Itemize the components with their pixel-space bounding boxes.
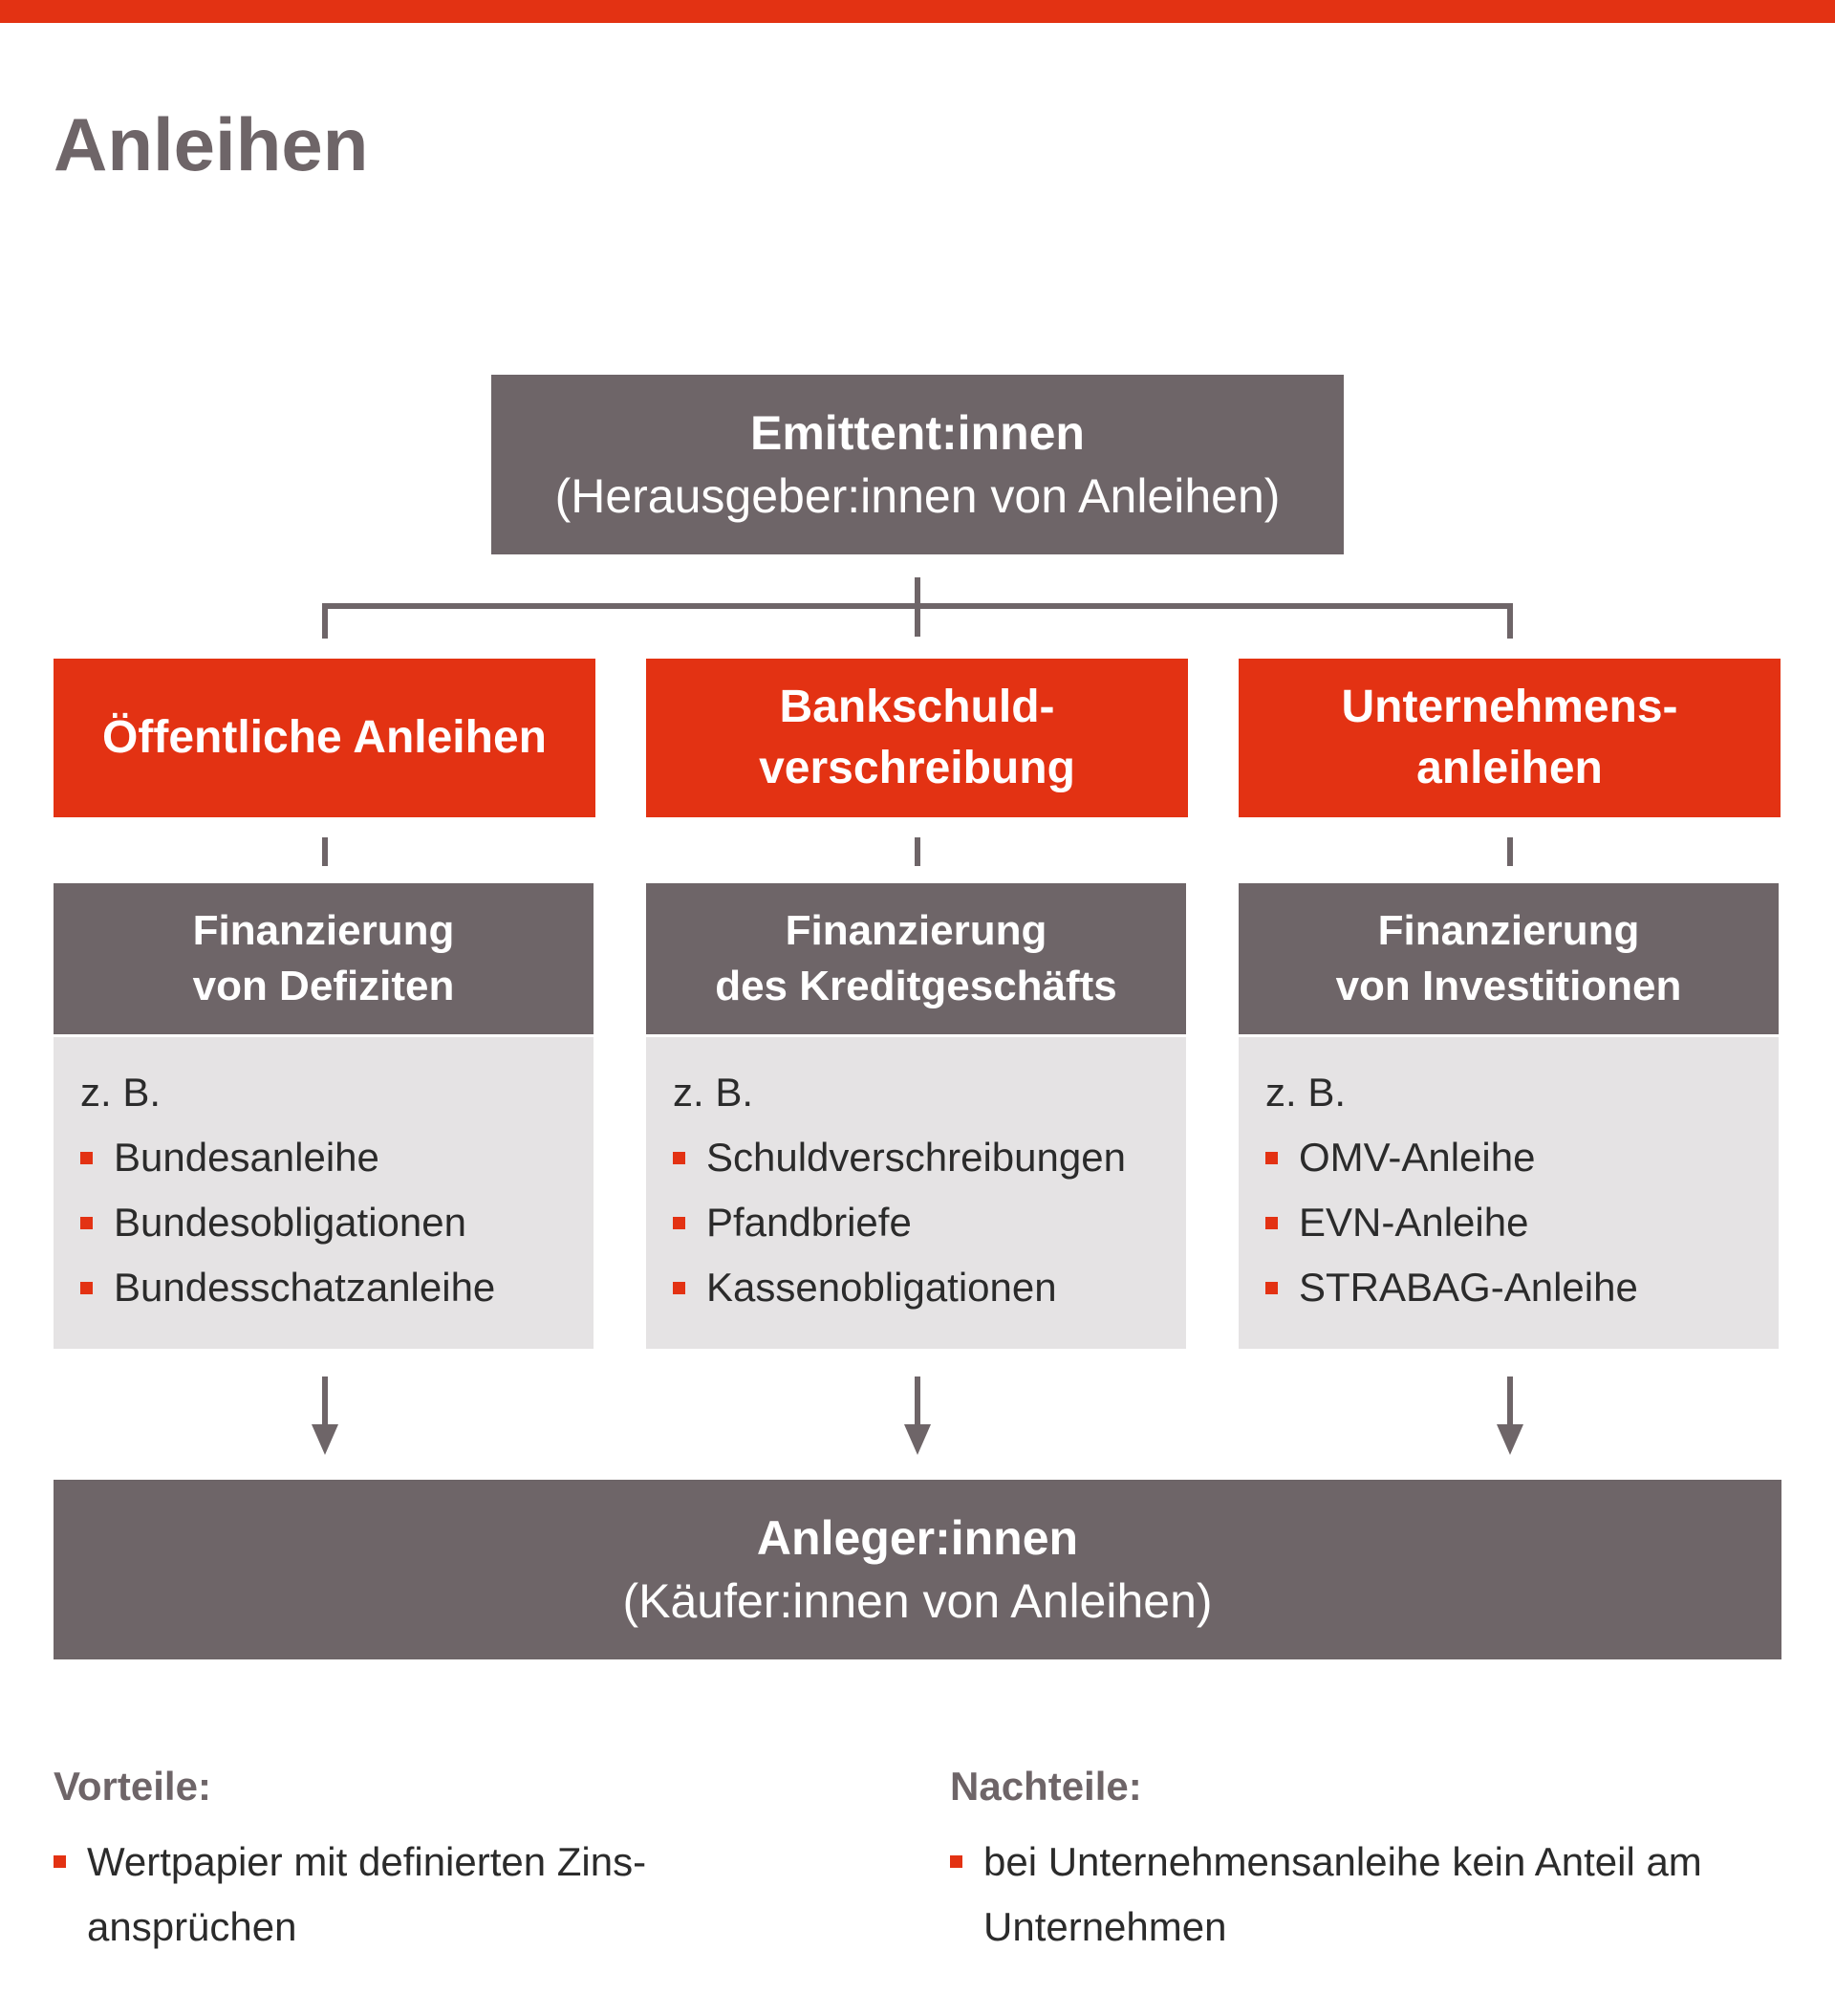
cons-text: Unternehmen: [983, 1904, 1227, 1949]
category-box-corporate: [1239, 659, 1781, 817]
purpose-line2: von Investitionen: [1335, 963, 1682, 1009]
category-title-line2: anleihen: [1416, 743, 1603, 793]
example-intro: z. B.: [1265, 1070, 1347, 1115]
category-box-public: [54, 659, 595, 817]
examples-box-bank: [646, 1037, 1186, 1349]
example-text: Schuldverschreibungen: [706, 1135, 1126, 1180]
cons-heading: Nachteile:: [950, 1764, 1142, 1809]
examples-box-corporate: [1239, 1037, 1779, 1349]
example-list: [673, 1133, 1126, 1328]
list-item: [80, 1198, 495, 1263]
arrow-head-col2: [904, 1424, 931, 1455]
page-title: Anleihen: [54, 102, 369, 186]
example-text: Bundesobligationen: [114, 1200, 466, 1245]
cons-list: [950, 1830, 1702, 1960]
example-text: Bundesanleihe: [114, 1135, 379, 1180]
bullet-icon: [673, 1152, 685, 1164]
pros-list: [54, 1830, 646, 1960]
bullet-icon: [1265, 1152, 1278, 1164]
list-item: [950, 1830, 1702, 1895]
purpose-line1: Finanzierung: [192, 907, 455, 954]
example-list: [80, 1133, 495, 1328]
pros-heading: Vorteile:: [54, 1764, 211, 1809]
list-item: [950, 1895, 1702, 1960]
pros-text: Wertpapier mit definierten Zins-: [87, 1839, 647, 1884]
investor-box: [54, 1480, 1781, 1659]
emitter-subtitle: (Herausgeber:innen von Anleihen): [554, 469, 1281, 523]
list-item: [1265, 1133, 1638, 1198]
bullet-icon: [80, 1217, 93, 1229]
arrow-head-col1: [312, 1424, 338, 1455]
bullet-icon: [673, 1217, 685, 1229]
list-item: [673, 1133, 1126, 1198]
list-item: [54, 1895, 646, 1960]
purpose-line1: Finanzierung: [785, 907, 1047, 954]
emitter-box: [491, 375, 1344, 554]
example-list: [1265, 1133, 1638, 1328]
list-item: [1265, 1198, 1638, 1263]
category-title-line2: verschreibung: [759, 743, 1075, 793]
cons-text: bei Unternehmensanleihe kein Anteil am: [983, 1839, 1702, 1884]
bullet-icon: [80, 1282, 93, 1294]
example-text: STRABAG-Anleihe: [1299, 1265, 1638, 1310]
bullet-icon: [673, 1282, 685, 1294]
bullet-icon: [1265, 1217, 1278, 1229]
pros-text: ansprüchen: [87, 1904, 297, 1949]
bullet-icon: [80, 1152, 93, 1164]
example-text: Pfandbriefe: [706, 1200, 912, 1245]
bullet-icon: [950, 1855, 962, 1868]
category-title-line1: Unternehmens-: [1341, 682, 1678, 732]
purpose-box-bank: [646, 883, 1186, 1034]
category-title-line1: Öffentliche Anleihen: [102, 712, 547, 763]
example-intro: z. B.: [80, 1070, 162, 1115]
example-text: Kassenobligationen: [706, 1265, 1057, 1310]
example-intro: z. B.: [673, 1070, 754, 1115]
purpose-line2: von Defiziten: [192, 963, 455, 1009]
bullet-icon: [54, 1855, 66, 1868]
example-text: Bundesschatzanleihe: [114, 1265, 496, 1310]
list-item: [673, 1263, 1126, 1328]
example-text: OMV-Anleihe: [1299, 1135, 1536, 1180]
list-item: [1265, 1263, 1638, 1328]
emitter-title: Emittent:innen: [750, 406, 1085, 460]
purpose-box-corporate: [1239, 883, 1779, 1034]
list-item: [673, 1198, 1126, 1263]
category-box-bank: [646, 659, 1188, 817]
bullet-icon: [1265, 1282, 1278, 1294]
investor-title: Anleger:innen: [756, 1511, 1079, 1565]
arrow-head-col3: [1497, 1424, 1523, 1455]
list-item: [80, 1133, 495, 1198]
list-item: [54, 1830, 646, 1895]
examples-box-public: [54, 1037, 594, 1349]
purpose-line1: Finanzierung: [1377, 907, 1640, 954]
purpose-box-public: [54, 883, 594, 1034]
example-text: EVN-Anleihe: [1299, 1200, 1529, 1245]
investor-subtitle: (Käufer:innen von Anleihen): [622, 1574, 1213, 1628]
category-title-line1: Bankschuld-: [779, 682, 1055, 732]
purpose-line2: des Kreditgeschäfts: [715, 963, 1117, 1009]
list-item: [80, 1263, 495, 1328]
